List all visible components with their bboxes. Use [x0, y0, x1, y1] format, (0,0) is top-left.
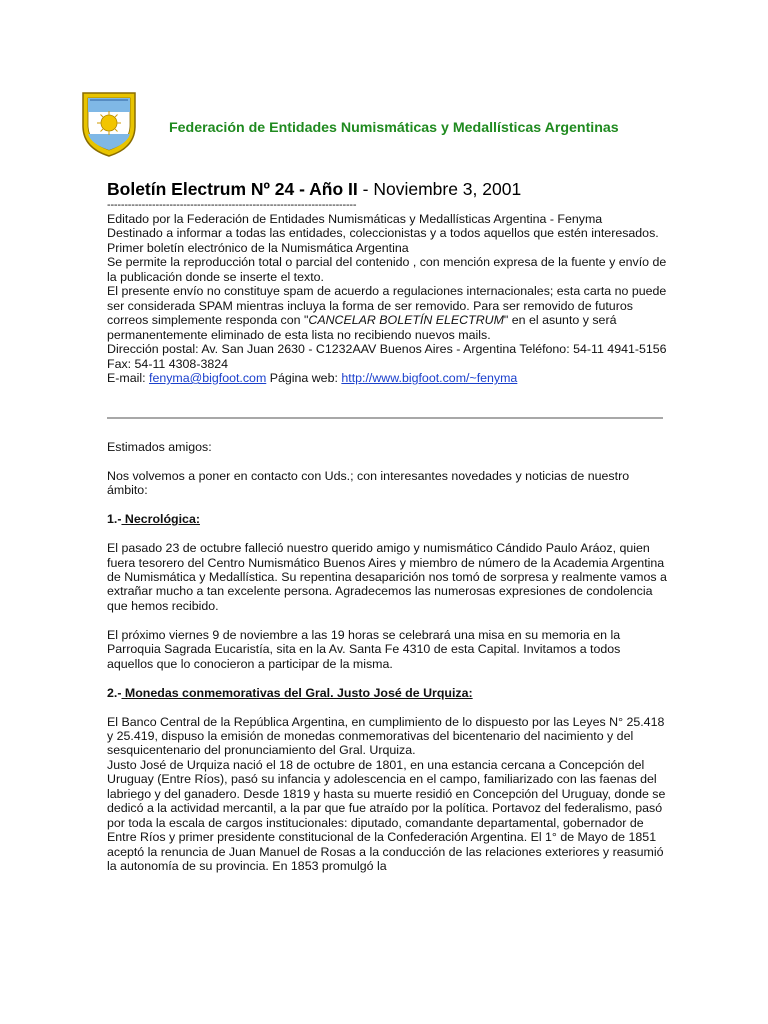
contact-line: E-mail: fenyma@bigfoot.com Página web: http://www.bigfoot.com/~fenyma	[107, 370, 518, 385]
section-1-heading: 1.- Necrológica:	[107, 512, 200, 527]
email-link[interactable]: fenyma@bigfoot.com	[149, 370, 267, 385]
section-2-heading: 2.- Monedas conmemorativas del Gral. Justo José de Urquiza:	[107, 685, 473, 700]
greeting: Estimados amigos:	[107, 440, 212, 454]
section-2-paragraph-1: El Banco Central de la República Argentina, en cumplimiento de lo dispuesto por las Leyes N° 25.418 y 25.419, dispuso la emisión de monedas conmemorativas del bicentenario del nacimiento y del sesquicentenario del pronunciamiento del Gral. Urquiza.	[107, 714, 665, 758]
bulletin-body	[107, 440, 667, 874]
dash-separator: ------------------------------------------------------------------------	[107, 199, 357, 211]
intro-paragraph: Nos volvemos a poner en contacto con Uds.; con interesantes novedades y noticias de nuestro ámbito:	[107, 468, 630, 498]
bulletin-date: - Noviembre 3, 2001	[357, 179, 522, 199]
first-bulletin: Primer boletín electrónico de la Numismática Argentina	[107, 240, 409, 255]
argentine-shield-emblem	[80, 90, 138, 158]
unsubscribe-command: CANCELAR BOLETÍN ELECTRUM	[308, 313, 504, 328]
organization-title: Federación de Entidades Numismáticas y Medallísticas Argentinas	[169, 120, 619, 136]
postal-address: Dirección postal: Av. San Juan 2630 - C1232AAV Buenos Aires - Argentina Teléfono: 54-11 4941-5156 Fax: 54-11 4308-3824	[107, 342, 667, 371]
website-link[interactable]: http://www.bigfoot.com/~fenyma	[341, 370, 518, 385]
intro-block	[107, 198, 667, 385]
section-1-paragraph-1: El pasado 23 de octubre falleció nuestro querido amigo y numismático Cándido Paulo Aráoz, quien fuera tesorero del Centro Numismático Buenos Aires y miembro de número de la Academia Argentina de Numismática y Medallística. Su repentina desaparición nos tomó de sorpresa y realmente vamos a extrañar mucho a tan excelente persona. Agradecemos las numerosas expresiones de condolencia que hemos recibido.	[107, 541, 667, 613]
bulletin-headline	[107, 179, 521, 200]
reproduction-notice: Se permite la reproducción total o parcial del contenido , con mención expresa de la fuente y envío de la publicación donde se inserte el texto.	[107, 255, 667, 284]
horizontal-rule	[107, 417, 663, 419]
bulletin-number: Boletín Electrum Nº 24 - Año II	[107, 179, 358, 199]
section-2-paragraph-2: Justo José de Urquiza nació el 18 de octubre de 1801, en una estancia cercana a Concepción del Uruguay (Entre Ríos), pasó su infancia y adolescencia en el campo, familiarizado con las faenas del labriego y del ganadero. Desde 1819 y hasta su muerte residió en Concepción del Uruguay, donde se dedicó a la actividad mercantil, a la par que fue atraído por la política. Portavoz del federalismo, pasó por toda la escala de cargos institucionales: diputado, comandante departamental, gobernador de Entre Ríos y primer presidente constitucional de la Confederación Argentina. El 1° de Mayo de 1851 aceptó la renuncia de Juan Manuel de Rosas a la conducción de las relaciones exteriores y reasumió la autonomía de su provincia. En 1853 promulgó la	[107, 757, 666, 874]
spam-notice: El presente envío no constituye spam de acuerdo a regulaciones internacionales; esta carta no puede ser considerada SPAM mientras incluya la forma de ser removido. Para ser removido de futuros correos simplemente responda con "CANCELAR BOLETÍN ELECTRUM" en el asunto y será permanentemente eliminado de esta lista no recibiendo nuevos mails.	[107, 284, 667, 342]
section-1-paragraph-2: El próximo viernes 9 de noviembre a las 19 horas se celebrará una misa en su memoria en la Parroquia Sagrada Eucaristía, sita en la Av. Santa Fe 4310 de esta Capital. Invitamos a todos aquellos que lo conocieron a participar de la misma.	[107, 627, 621, 671]
purpose: Destinado a informar a todas las entidades, coleccionistas y a todos aquellos que estén interesados.	[107, 226, 659, 241]
edited-by: Editado por la Federación de Entidades Numismáticas y Medallísticas Argentina - Fenyma	[107, 212, 603, 226]
